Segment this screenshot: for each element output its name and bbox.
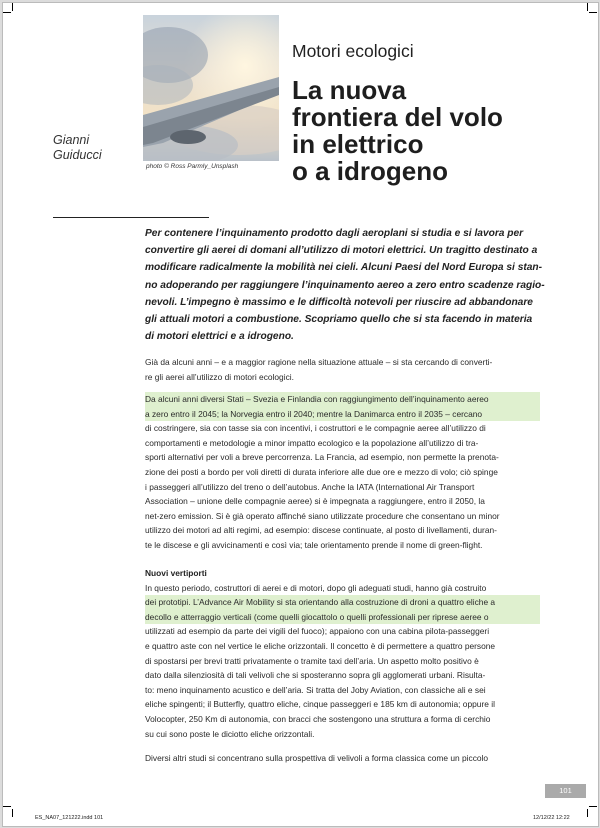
body-line: zione dei posti a bordo per voli diretti di durata inferiore alle due ore e mezzo di volo; ciò spinge — [145, 466, 498, 477]
section-kicker: Motori ecologici — [292, 41, 414, 61]
intro-line: modificare radicalmente la mobilità nei cieli. Alcuni Paesi del Nord Europa si stan- — [145, 262, 543, 274]
body-line: Già da alcuni anni – e a maggior ragione nella situazione attuale – si sta cercando di converti- — [145, 357, 493, 367]
body-line: dato dalla silenziosità di tali velivoli che si sposteranno sopra gli agglomerati urbani. Risulta- — [145, 670, 486, 681]
crop-mark-bottom-right-h — [589, 806, 597, 807]
highlighted-line: a zero entro il 2045; la Norvegia entro il 2040; mentre la Danimarca entro il 2035 – cercano — [145, 407, 540, 422]
headline-line: frontiera del volo — [292, 102, 503, 132]
photo-credit: photo © Ross Parmly_Unsplash — [146, 163, 239, 170]
body-line: di costringere, sia con tasse sia con incentivi, i costruttori e le compagnie aeree all’utilizzo di — [145, 423, 486, 434]
body-line: comportamenti e metodologie a minor impatto ecologico e la popolazione all’utilizzo di tra- — [145, 437, 479, 448]
body-line: e quattro aste con nel vertice le eliche orizzontali. Il concetto è di permettere a quattro persone — [145, 640, 496, 651]
headline-line: o a idrogeno — [292, 156, 448, 186]
body-paragraph-2 — [145, 392, 540, 553]
author-first-name: Gianni — [53, 133, 90, 147]
crop-mark-top-left-h — [3, 12, 11, 13]
body-line: utilizzo dei motori ad alti regimi, ad esempio: discese continuate, al posto di livellamenti, duran- — [145, 525, 497, 536]
intro-line: gli attuali motori a combustione. Scopriamo quello che si sta facendo in materia — [145, 314, 533, 326]
intro-line: nevoli. L’impegno è massimo e le difficoltà notevoli per riuscire ad abbandonare — [145, 296, 533, 308]
airplane-wing-photo — [143, 15, 279, 161]
crop-mark-top-left-v — [12, 3, 13, 11]
body-line: re gli aerei all’utilizzo di motori ecologici. — [145, 371, 294, 382]
crop-mark-top-right-v — [587, 3, 588, 11]
body-line: Volocopter, 250 Km di autonomia, con bracci che sostengono una struttura a forma di cerchio — [145, 713, 491, 724]
divider-rule — [53, 217, 209, 218]
intro-line: Per contenere l’inquinamento prodotto dagli aeroplani si studia e si lavora per — [145, 228, 524, 239]
body-line: eliche spingenti; il Butterfly, quattro eliche, cinque passeggeri e 185 km di autonomia; oppure il — [145, 699, 495, 710]
body-line: su cui sono poste le diciotto eliche orizzontali. — [145, 728, 315, 739]
body-line: Diversi altri studi si concentrano sulla prospettiva di velivoli a forma classica come un piccolo — [145, 753, 489, 763]
author-byline — [53, 133, 102, 163]
file-slug-left: ES_NA07_121222.indd 101 — [35, 815, 104, 821]
body-section-vertiporti — [145, 566, 540, 741]
intro-line: convertire gli aerei di domani all’utilizzo di motori elettrici. Un tragitto destinato a — [145, 245, 538, 257]
body-line: to: meno inquinamento acustico e dell’aria. Si tratta del Joby Aviation, con classiche ali e sei — [145, 684, 486, 695]
highlighted-line: dei prototipi. L’Advance Air Mobility si sta orientando alla costruzione di droni a quattro eliche a — [145, 595, 540, 610]
file-slug-right: 12/12/22 12:22 — [533, 815, 570, 821]
crop-mark-top-right-h — [589, 12, 597, 13]
page-number: 101 — [545, 784, 586, 798]
body-line: utilizzati ad esempio da parte dei vigili del fuoco); appaiono con una cabina pilota-passeggeri — [145, 626, 490, 637]
magazine-page — [2, 2, 599, 827]
intro-line: no adoperando per raggiungere l’inquinamento aereo a zero entro scadenze ragio- — [145, 279, 545, 291]
headline-line: in elettrico — [292, 129, 424, 159]
body-line: In questo periodo, costruttori di aerei e di motori, dopo gli adeguati studi, hanno già costruito — [145, 582, 487, 593]
article-headline — [292, 77, 503, 185]
headline-line: La nuova — [292, 75, 407, 105]
subheading: Nuovi vertiporti — [145, 568, 207, 578]
body-line: net-zero emission. Si è già operato affinché siano utilizzate procedure che consentano un minor — [145, 510, 500, 521]
article-intro — [145, 225, 545, 345]
body-line: te le discese e gli avvicinamenti e così via; tale orientamento prende il nome di green-flight. — [145, 539, 483, 550]
body-line: Association – unione delle compagnie aeree) si è impegnata a raggiungere, entro il 2050, la — [145, 496, 485, 507]
intro-line: di motori elettrici e a idrogeno. — [145, 331, 294, 343]
crop-mark-bottom-right-v — [587, 809, 588, 817]
crop-mark-bottom-left-v — [12, 809, 13, 817]
highlighted-line: Da alcuni anni diversi Stati – Svezia e Finlandia con raggiungimento dell’inquinamento aereo — [145, 392, 540, 407]
body-line: di spostarsi per brevi tratti privatamente o tramite taxi dell’aria. Un aspetto molto positivo è — [145, 655, 479, 666]
author-last-name: Guiducci — [53, 148, 102, 162]
body-paragraph-4 — [145, 751, 540, 766]
body-line: i passeggeri all’utilizzo del treno o dell’autobus. Anche la IATA (International Air Transport — [145, 481, 475, 492]
body-paragraph-1 — [145, 355, 540, 384]
body-line: sporti alternativi per voli a breve percorrenza. La Francia, ad esempio, non permette la prenota- — [145, 452, 499, 463]
highlighted-line: decollo e atterraggio verticali (come quelli giocattolo o quelli professionali per riprese aeree o — [145, 610, 540, 625]
crop-mark-bottom-left-h — [3, 806, 11, 807]
